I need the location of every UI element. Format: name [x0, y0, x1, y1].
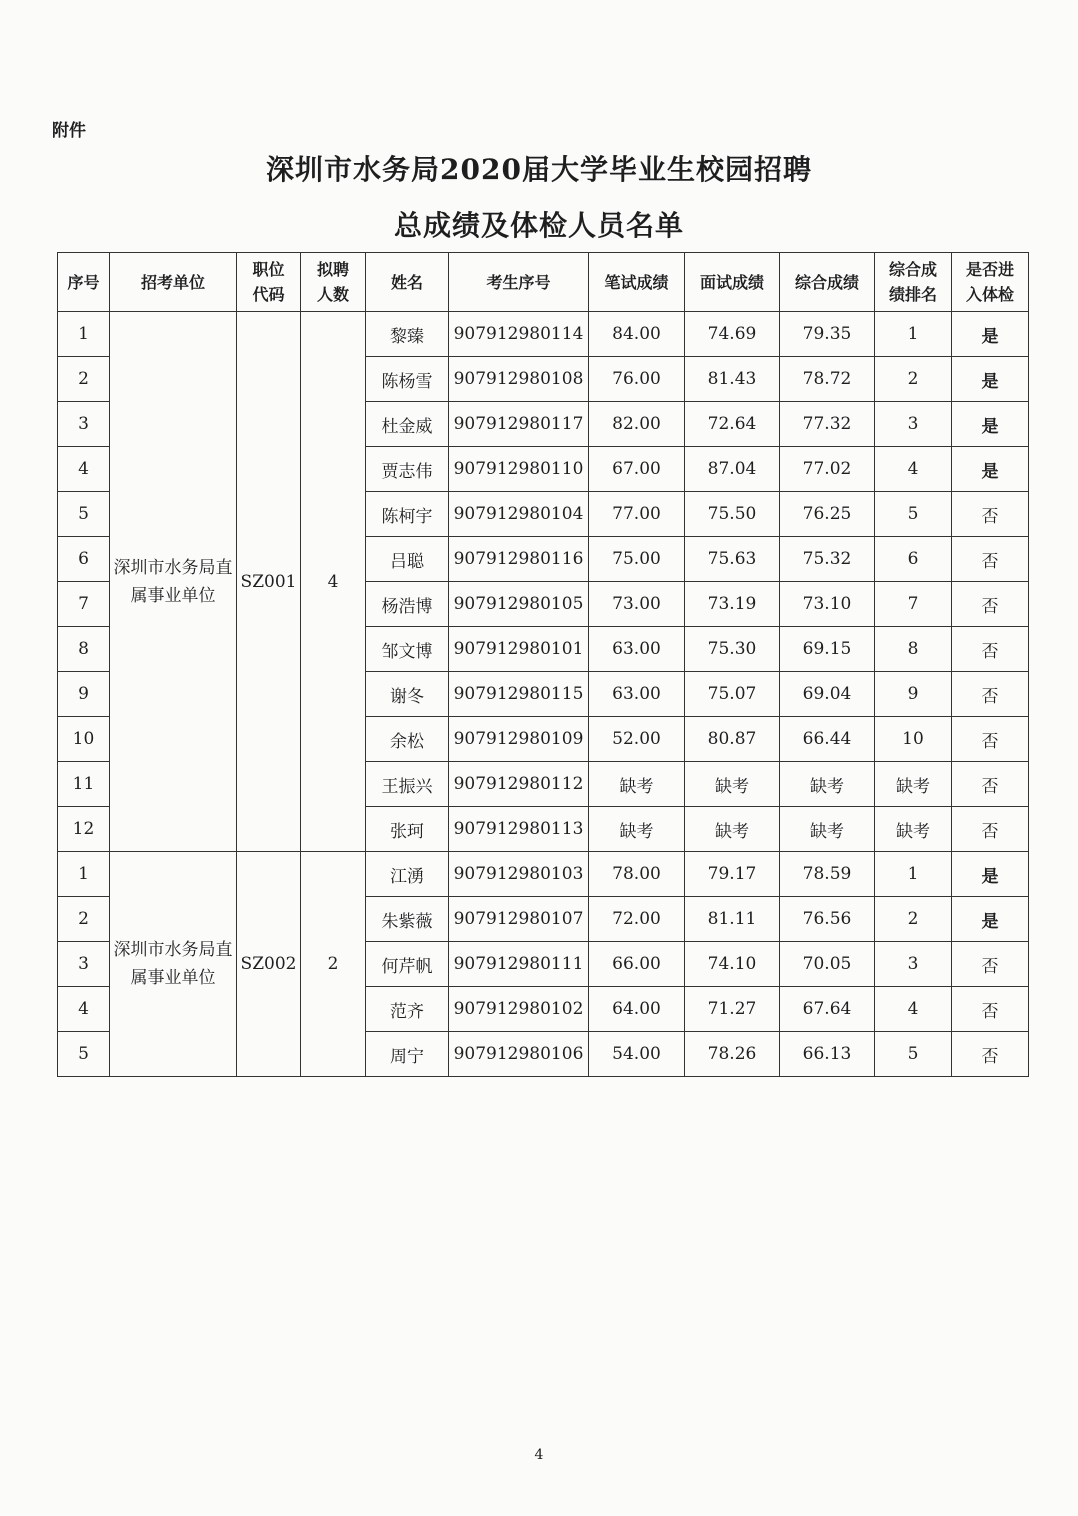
cell-interview: 73.19	[685, 582, 780, 627]
cell-total: 78.59	[780, 852, 875, 897]
cell-physical: 否	[952, 1032, 1029, 1077]
cell-exam-id: 907912980110	[449, 447, 589, 492]
cell-interview: 87.04	[685, 447, 780, 492]
cell-interview: 78.26	[685, 1032, 780, 1077]
cell-unit: 深圳市水务局直属事业单位	[110, 312, 237, 852]
cell-name: 贾志伟	[366, 447, 449, 492]
cell-name: 吕聪	[366, 537, 449, 582]
cell-name: 邹文博	[366, 627, 449, 672]
attachment-label: 附件	[52, 121, 86, 141]
cell-seq: 3	[58, 942, 110, 987]
cell-total: 78.72	[780, 357, 875, 402]
cell-total: 67.64	[780, 987, 875, 1032]
cell-written: 75.00	[589, 537, 685, 582]
cell-physical: 是	[952, 852, 1029, 897]
cell-total: 79.35	[780, 312, 875, 357]
cell-physical: 否	[952, 717, 1029, 762]
cell-seq: 7	[58, 582, 110, 627]
cell-rank: 8	[875, 627, 952, 672]
cell-seq: 6	[58, 537, 110, 582]
cell-interview: 75.07	[685, 672, 780, 717]
cell-seq: 9	[58, 672, 110, 717]
cell-physical: 否	[952, 807, 1029, 852]
cell-exam-id: 907912980113	[449, 807, 589, 852]
cell-total: 缺考	[780, 762, 875, 807]
cell-physical: 是	[952, 312, 1029, 357]
cell-name: 谢冬	[366, 672, 449, 717]
cell-total: 77.02	[780, 447, 875, 492]
cell-written: 82.00	[589, 402, 685, 447]
cell-unit: 深圳市水务局直属事业单位	[110, 852, 237, 1077]
cell-total: 75.32	[780, 537, 875, 582]
cell-rank: 5	[875, 1032, 952, 1077]
cell-rank: 9	[875, 672, 952, 717]
header-total: 综合成绩	[780, 253, 875, 312]
header-exam-id: 考生序号	[449, 253, 589, 312]
cell-rank: 1	[875, 852, 952, 897]
cell-exam-id: 907912980103	[449, 852, 589, 897]
cell-interview: 缺考	[685, 807, 780, 852]
cell-seq: 2	[58, 897, 110, 942]
table-row	[58, 852, 1029, 897]
header-seq: 序号	[58, 253, 110, 312]
cell-interview: 79.17	[685, 852, 780, 897]
cell-name: 周宁	[366, 1032, 449, 1077]
cell-written: 72.00	[589, 897, 685, 942]
cell-exam-id: 907912980109	[449, 717, 589, 762]
cell-exam-id: 907912980112	[449, 762, 589, 807]
cell-interview: 75.63	[685, 537, 780, 582]
cell-seq: 4	[58, 987, 110, 1032]
cell-written: 63.00	[589, 672, 685, 717]
cell-total: 69.04	[780, 672, 875, 717]
cell-total: 70.05	[780, 942, 875, 987]
cell-rank: 4	[875, 987, 952, 1032]
cell-interview: 81.43	[685, 357, 780, 402]
table-row	[58, 312, 1029, 357]
cell-interview: 74.10	[685, 942, 780, 987]
cell-rank: 3	[875, 942, 952, 987]
cell-name: 王振兴	[366, 762, 449, 807]
cell-physical: 否	[952, 987, 1029, 1032]
cell-written: 77.00	[589, 492, 685, 537]
cell-interview: 75.30	[685, 627, 780, 672]
cell-exam-id: 907912980111	[449, 942, 589, 987]
header-quota: 拟聘人数	[301, 253, 366, 312]
cell-total: 76.56	[780, 897, 875, 942]
cell-total: 缺考	[780, 807, 875, 852]
cell-seq: 12	[58, 807, 110, 852]
cell-exam-id: 907912980107	[449, 897, 589, 942]
cell-physical: 否	[952, 582, 1029, 627]
cell-exam-id: 907912980106	[449, 1032, 589, 1077]
cell-seq: 8	[58, 627, 110, 672]
cell-exam-id: 907912980117	[449, 402, 589, 447]
cell-written: 84.00	[589, 312, 685, 357]
page-number: 4	[534, 1447, 544, 1463]
cell-quota: 2	[301, 852, 366, 1077]
cell-total: 69.15	[780, 627, 875, 672]
cell-physical: 是	[952, 447, 1029, 492]
header-unit: 招考单位	[110, 253, 237, 312]
page-subtitle: 总成绩及体检人员名单	[393, 209, 684, 242]
cell-name: 张珂	[366, 807, 449, 852]
cell-rank: 10	[875, 717, 952, 762]
cell-rank: 3	[875, 402, 952, 447]
cell-written: 78.00	[589, 852, 685, 897]
cell-exam-id: 907912980115	[449, 672, 589, 717]
cell-seq: 3	[58, 402, 110, 447]
cell-physical: 否	[952, 537, 1029, 582]
cell-written: 67.00	[589, 447, 685, 492]
cell-rank: 2	[875, 357, 952, 402]
cell-name: 范齐	[366, 987, 449, 1032]
cell-rank: 缺考	[875, 807, 952, 852]
cell-name: 陈杨雪	[366, 357, 449, 402]
cell-interview: 75.50	[685, 492, 780, 537]
cell-name: 杨浩博	[366, 582, 449, 627]
cell-physical: 否	[952, 762, 1029, 807]
cell-physical: 是	[952, 897, 1029, 942]
cell-seq: 10	[58, 717, 110, 762]
header-position-code: 职位代码	[237, 253, 301, 312]
cell-written: 76.00	[589, 357, 685, 402]
cell-total: 66.13	[780, 1032, 875, 1077]
results-table	[57, 252, 1029, 1077]
cell-seq: 1	[58, 852, 110, 897]
cell-rank: 6	[875, 537, 952, 582]
cell-name: 黎臻	[366, 312, 449, 357]
cell-physical: 是	[952, 402, 1029, 447]
cell-exam-id: 907912980104	[449, 492, 589, 537]
cell-total: 66.44	[780, 717, 875, 762]
cell-position-code: SZ001	[237, 312, 301, 852]
cell-rank: 5	[875, 492, 952, 537]
results-table-body	[58, 312, 1029, 1077]
cell-seq: 1	[58, 312, 110, 357]
cell-written: 64.00	[589, 987, 685, 1032]
cell-seq: 5	[58, 492, 110, 537]
cell-written: 缺考	[589, 807, 685, 852]
cell-name: 朱紫薇	[366, 897, 449, 942]
cell-exam-id: 907912980105	[449, 582, 589, 627]
cell-physical: 否	[952, 492, 1029, 537]
cell-rank: 2	[875, 897, 952, 942]
cell-seq: 11	[58, 762, 110, 807]
page-title: 深圳市水务局2020届大学毕业生校园招聘	[266, 153, 812, 186]
cell-total: 77.32	[780, 402, 875, 447]
cell-interview: 72.64	[685, 402, 780, 447]
cell-exam-id: 907912980116	[449, 537, 589, 582]
cell-interview: 74.69	[685, 312, 780, 357]
cell-exam-id: 907912980102	[449, 987, 589, 1032]
cell-total: 73.10	[780, 582, 875, 627]
cell-written: 缺考	[589, 762, 685, 807]
cell-interview: 81.11	[685, 897, 780, 942]
cell-name: 余松	[366, 717, 449, 762]
cell-quota: 4	[301, 312, 366, 852]
cell-name: 江湧	[366, 852, 449, 897]
cell-name: 何芹帆	[366, 942, 449, 987]
cell-physical: 否	[952, 942, 1029, 987]
cell-interview: 80.87	[685, 717, 780, 762]
cell-physical: 否	[952, 672, 1029, 717]
cell-written: 52.00	[589, 717, 685, 762]
cell-physical: 是	[952, 357, 1029, 402]
cell-name: 杜金威	[366, 402, 449, 447]
cell-position-code: SZ002	[237, 852, 301, 1077]
cell-name: 陈柯宇	[366, 492, 449, 537]
cell-exam-id: 907912980114	[449, 312, 589, 357]
cell-rank: 1	[875, 312, 952, 357]
header-written: 笔试成绩	[589, 253, 685, 312]
cell-written: 63.00	[589, 627, 685, 672]
cell-written: 66.00	[589, 942, 685, 987]
cell-interview: 71.27	[685, 987, 780, 1032]
cell-seq: 4	[58, 447, 110, 492]
header-name: 姓名	[366, 253, 449, 312]
cell-seq: 5	[58, 1032, 110, 1077]
cell-rank: 7	[875, 582, 952, 627]
header-interview: 面试成绩	[685, 253, 780, 312]
cell-exam-id: 907912980108	[449, 357, 589, 402]
header-physical: 是否进入体检	[952, 253, 1029, 312]
cell-written: 54.00	[589, 1032, 685, 1077]
header-rank: 综合成绩排名	[875, 253, 952, 312]
cell-exam-id: 907912980101	[449, 627, 589, 672]
cell-seq: 2	[58, 357, 110, 402]
cell-total: 76.25	[780, 492, 875, 537]
cell-physical: 否	[952, 627, 1029, 672]
cell-rank: 4	[875, 447, 952, 492]
cell-rank: 缺考	[875, 762, 952, 807]
cell-interview: 缺考	[685, 762, 780, 807]
cell-written: 73.00	[589, 582, 685, 627]
table-header-row	[58, 253, 1029, 312]
